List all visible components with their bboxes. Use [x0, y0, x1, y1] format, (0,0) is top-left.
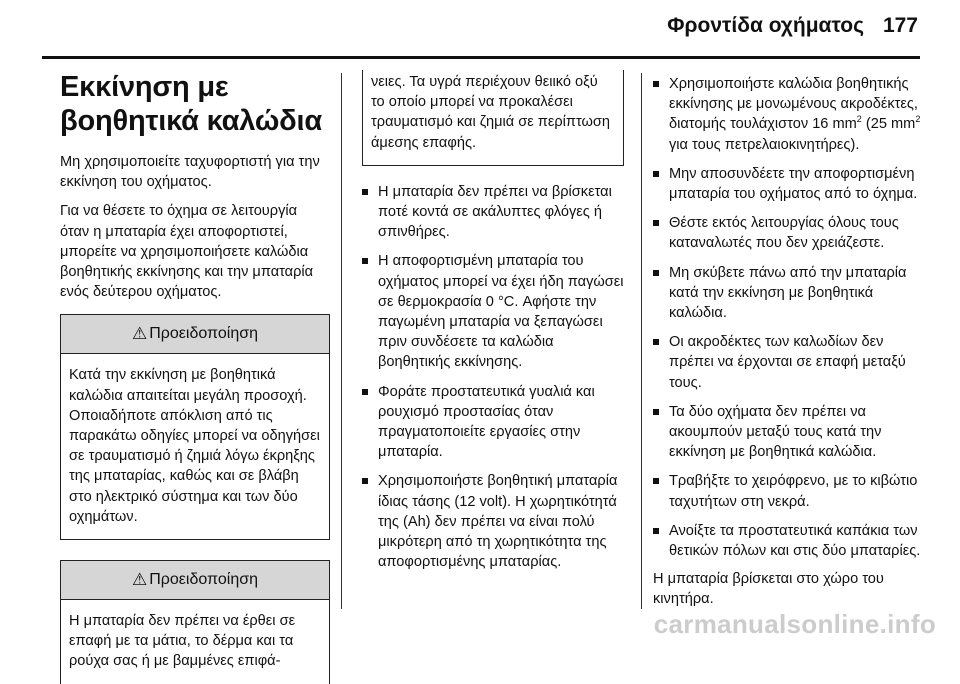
list-item: Μην αποσυνδέετε την αποφορτισμένη μπαταρία του οχήματος από το όχημα.: [653, 164, 922, 204]
warning-box-1-body: Κατά την εκκίνηση με βοηθητικά καλώδια απαιτείται μεγάλη προσοχή. Οποιαδήποτε απόκλιση από τις παρακάτω οδηγίες μπορεί να οδηγήσει σε τραυματισμό ή ζημιά λόγω έκρηξης της μπαταρίας, καθώς και σε βλάβη στο ηλεκτρικό σύστημα και των δύο οχημάτων.: [69, 367, 320, 525]
list-item: Οι ακροδέκτες των καλωδίων δεν πρέπει να έρχονται σε επαφή μεταξύ τους.: [653, 332, 922, 393]
warning-box-2-header: [61, 561, 329, 600]
bullet-square-icon: [653, 171, 659, 177]
warning-box-2: [60, 560, 330, 684]
list-item: Ανοίξτε τα προστατευτικά καπάκια των θετικών πόλων και στις δύο μπαταρίες.: [653, 521, 922, 561]
header-title: Φροντίδα οχήματος: [667, 14, 864, 37]
warning-triangle-icon: ⚠: [131, 324, 148, 344]
bullet-square-icon: [653, 339, 659, 345]
intro-paragraph-2: Για να θέσετε το όχημα σε λειτουργία όταν η μπαταρία έχει αποφορτιστεί, μπορείτε να χρησιμοποιήσετε καλώδια βοηθητικής εκκίνησης και την μπαταρία ενός δεύτερου οχήματος.: [60, 203, 314, 301]
column-middle: [362, 70, 624, 572]
precautions-list-right: [653, 74, 922, 561]
intro-paragraph-1: Μη χρησιμοποιείτε ταχυφορτιστή για την εκκίνηση του οχήματος.: [60, 154, 320, 191]
warning-box-1-heading: Προειδοποίηση: [149, 325, 258, 343]
column-right: [653, 70, 922, 610]
bullet-square-icon: [362, 478, 368, 484]
page-number: 177: [882, 14, 918, 37]
list-item: Η μπαταρία δεν πρέπει να βρίσκεται ποτέ κοντά σε ακάλυπτες φλόγες ή σπινθήρες.: [362, 182, 624, 243]
warning-box-1: [60, 314, 330, 540]
list-item: Φοράτε προστατευτικά γυαλιά και ρουχισμό προστασίας όταν πραγματοποιείτε εργασίες στην μπαταρία.: [362, 382, 624, 463]
warning-box-2-continued: νειες. Τα υγρά περιέχουν θειικό οξύ το οποίο μπορεί να προκαλέσει τραυματισμό και ζημιά σε περίπτωση άμεσης επαφής.: [362, 70, 624, 166]
precautions-list-middle: [362, 182, 624, 573]
list-item: Τραβήξτε το χειρόφρενο, με το κιβώτιο ταχυτήτων στη νεκρά.: [653, 471, 922, 511]
list-item: Θέστε εκτός λειτουργίας όλους τους καταναλωτές που δεν χρειάζεστε.: [653, 213, 922, 253]
header-rule: [42, 56, 920, 59]
list-item: Χρησιμοποιήστε καλώδια βοηθητικής εκκίνησης με μονωμένους ακροδέκτες, διατομής τουλάχιστον 16 $mm^2$ (25 $mm^2$ για τους πετρελαιοκινητήρες).: [653, 74, 922, 155]
bullet-square-icon: [653, 528, 659, 534]
bullet-square-icon: [653, 409, 659, 415]
column-divider-right: [641, 73, 642, 609]
bullet-square-icon: [653, 220, 659, 226]
bullet-square-icon: [653, 81, 659, 87]
list-item: Η αποφορτισμένη μπαταρία του οχήματος μπορεί να έχει ήδη παγώσει σε θερμοκρασία 0 °C. Αφήστε την παγωμένη μπαταρία να ξεπαγώσει πριν συνδέσετε τα καλώδια βοηθητικής εκκίνησης.: [362, 251, 624, 372]
list-item: Μη σκύβετε πάνω από την μπαταρία κατά την εκκίνηση με βοηθητικά καλώδια.: [653, 263, 922, 324]
closing-paragraph: Η μπαταρία βρίσκεται στο χώρο του κινητήρα.: [653, 571, 884, 608]
column-left: [60, 70, 330, 684]
warning-box-2-heading: Προειδοποίηση: [149, 570, 258, 588]
warning-box-1-header: [61, 315, 329, 354]
warning-triangle-icon: ⚠: [131, 569, 148, 589]
list-item: Τα δύο οχήματα δεν πρέπει να ακουμπούν μεταξύ τους κατά την εκκίνηση με βοηθητικά καλώδια.: [653, 402, 922, 463]
bullet-square-icon: [653, 478, 659, 484]
bullet-square-icon: [362, 389, 368, 395]
list-item: Χρησιμοποιήστε βοηθητική μπαταρία ίδιας τάσης (12 volt). Η χωρητικότητά της (Ah) δεν πρέπει να είναι πολύ μικρότερη από τη χωρητικότητα της αποφορτισμένης μπαταρίας.: [362, 471, 624, 572]
watermark: carmanualsonline.info: [653, 609, 936, 639]
bullet-square-icon: [362, 189, 368, 195]
column-divider-left: [341, 73, 342, 609]
warning-box-2-body: Η μπαταρία δεν πρέπει να έρθει σε επαφή με τα μάτια, το δέρμα και τα ρούχα σας ή με βαμμένες επιφά-: [69, 613, 296, 670]
bullet-square-icon: [362, 258, 368, 264]
section-title: Εκκίνηση με βοηθητικά καλώδια: [60, 71, 322, 137]
bullet-square-icon: [653, 270, 659, 276]
